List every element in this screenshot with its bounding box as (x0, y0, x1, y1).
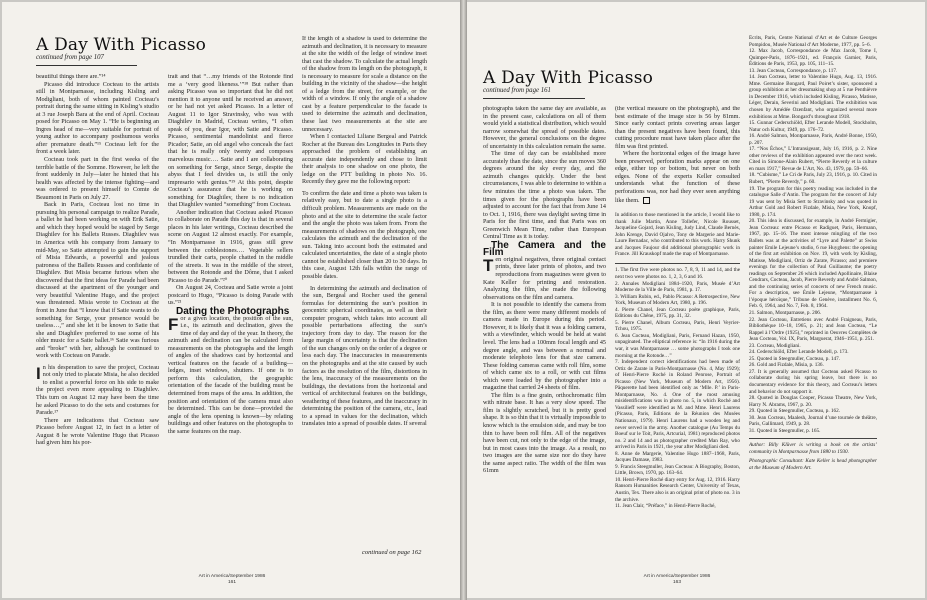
continued-on: continued on page 162 (362, 549, 422, 556)
footnote: 9. Francis Steegmuller, Jean Cocteau: A Biography, Boston, Little, Brown, 1970, pp. 163–64. (615, 463, 740, 477)
paragraph (483, 257, 606, 302)
footnote: 29. Quoted in Steegmuller, Cocteau, p. 162. (749, 408, 840, 415)
text-column-2 (168, 74, 293, 564)
title-rule (483, 98, 585, 99)
paragraph-text: n his desperation to save the project, Cocteau not only tried to placate Misia, he also decided to enlist a powerful force on his side to make the project even more appealing to Diaghilev. This turn on August 12 may have been the time he asked Picasso to do the sets and costumes for Parade.¹⁷ (36, 364, 159, 417)
paragraph: Picasso did introduce Cocteau to the artists still in Montparnasse, including Kisling and Modigliani, both of whom painted Cocteau’s portrait during the same sitting in Kisling’s studio at 3 rue Joseph Bara at the end of April. Cocteau posed for Picasso on May 1. “He is beginning an Ingres head of me—very suitable for portrait of young author to accompany posthumous works after premature death.”¹⁵ Cocteau left for the front a week later. (36, 81, 159, 156)
text-column-1 (36, 74, 159, 574)
section-heading: Dating the Photographs (176, 305, 290, 317)
text-column-1 (483, 106, 606, 582)
text-column-2 (615, 106, 740, 582)
paragraph: To confirm the date and time a photo was taken is relatively easy, but to date a single photo is a difficult problem. Measurements are made on the photo and at the site to determine the scale factor and the angle the photo was taken from. From the measurements of shadows on the photograph, one calculates the azimuth and the declination of the sun. Taking into account both the estimated and calculated uncertainties, the date of a single photo cannot be established closer than 20 to 30 days. In this case, August 12th falls within the range of possible dates. (302, 190, 427, 280)
paragraph: On August 24, Cocteau and Satie wrote a joint postcard to Hugo, “Picasso is doing Parade with us.”²¹ (168, 285, 293, 307)
footnote: 7. Independent correct identifications had been made of Ortiz de Zarate in Paris-Montparnasse (No. 4, May 1929); of Henri-Pierre Roché in Roland Penrose, Portrait of Picasso (New York, Museum of Modern Art, 1956). Pâquerette had been identified only as ‘Mlle. P.’ in Paris-Montparnasse, No. 4. One of the most amusing misidentifications was in photo no. 5, in which Roché and Vassilieff were identified as M. and Mme. Henri Laurens (Picasso, Paris, Editions de la Réunion des Musées Nationaux, 1979). Henri Laurens had a wooden leg and never served in the army. Another catalogue (Au Temps du Boeuf sur le Toit, Paris, Artcurial, 1981) reproduced photos no. 2 and 14 and as photographer credited Man Ray, who arrived in Paris in 1921, the year after Modigliani died. (615, 359, 740, 451)
paragraph (36, 365, 159, 418)
notes-column (749, 35, 877, 577)
article-title: A Day With Picasso (36, 35, 207, 55)
footnote: 19. The program for this poetry reading was included in the catalogue Salle d’Antin. The program for the concert of July 19 was sent by Misia Sert to Stravinsky and was quoted in Arthur Gold and Robert Fizdale, Misia, New York, Knopf, 1980, p. 174. (749, 185, 877, 218)
end-mark-icon (643, 197, 650, 204)
continued-from: continued from page 161 (483, 87, 551, 94)
paragraph-text: or a given location, the position of the sun, i.e., its azimuth and declination, gives the time of day and day of the year. In theory, the azimuth and declination can be calculated from measurements on the photographs and the length of angles of the shadows cast by horizontal and vertical features on the facade of a building—ledges, inset windows, shutters. If one is to perform this calculation, the geographic orientation of the facade of the building must be determined from maps of the area. In addition, the position and orientation of the camera must also be determined. This can be done—provided the angle of the lens opening is known—by relating buildings and other features on the photographs to the same features on the map. (168, 315, 293, 435)
footnote: 31. Quoted in Steegmuller, p. 165. (749, 427, 821, 434)
article-title: A Day With Picasso (483, 68, 654, 88)
paragraph: In determining the azimuth and declination of the sun, Bergeal and Rocher used the general formulas for determining the sun’s position in geocentric spherical coordinates, as well as their computer program, which takes into account all possible perturbations affecting the sun’s trajectory from day to day. The reason for the large margin of uncertainty is that the declination of the sun changes only on the order of a degree or less each day. The inaccuracies in measurements on the photographs and at the site caused by such factors as the resolution of the film, distortions in the lens, inaccuracy of the measurements on the buildings, the deviations from the horizontal and vertical of architectural features on the buildings, weathering of these features, and the inaccuracy in determining the position of the camera, etc., lead to a spread in values for the declination, which translates into a spread of possible dates. If several (302, 285, 427, 428)
paragraph: Back in Paris, Cocteau lost no time in pursuing his personal campaign to realize Parade, a ballet he had been working on with Erik Satie, and which they hoped would be staged by Serge Diaghilev for his Ballets Russes. Diaghilev was in America with his company from January to mid-May, so Satie attempted to gain the support of Misia Edwards, a powerful and jealous patroness of the Ballets Russes and confidante of Diaghilev. But Misia became furious when she discovered that the first ideas for Parade had been discussed at the apartment of the younger and very beautiful Valentine Hugo, and the project was threatened. Misia wrote to Cocteau at the front in June that “I know that if Satie wants to do something for Serge, your presence would be useless…,” and she let it be known to Satie that she and Diaghilev preferred to use some of his older music for a Satie ballet.¹⁶ Satie was furious and “broke” with her, although he continued to work with Cocteau on Parade. (36, 202, 159, 360)
footnote: 28. Quoted in Douglas Cooper, Picasso Theatre, New York, Harry N. Abrams, 1967, p. 20. (749, 395, 877, 408)
footnote: 10. Henri-Pierre Roché diary entry for Aug. 12, 1916. Harry Ransom Humanities Research Center, University of Texas, Austin, Tex. There also is an original print of photo no. 3 in the archive. (615, 476, 740, 503)
paragraph: The film is a fine grain, orthochromatic film with nitrate base. It has a very slow speed. The film is slightly scratched, but it is pretty good shape. It is so thin that it is virtually impossible to know which is the emulsion side, and may be too thin to have been roll film. All of the negatives have been cut, not only to the edge of the image, but in most cases into the image. As a result, no two images are the same size nor do they have the same aspect ratio. The width of the film was 61mm (483, 392, 606, 475)
page-number: 163 (672, 580, 681, 585)
footnote: 16. André Salmon, Montparnasse, Paris, André Bonne, 1950, p. 207. (749, 133, 877, 146)
paragraph: It is not possible to identify the camera from the film, as there were many different models of camera made in Europe during this period. However, it is likely that it was a folding camera, with a viewfinder, which would be held at waist level. The lens had a 100mm focal length and 45 degree angle, and was between a normal and moderate telephoto lens for that size camera. These folding cameras came with roll film, some of which came six to a roll, or with cut films which were loaded by the photographer into a magazine that carried 24 sheets of film. (483, 302, 606, 392)
credit-divider (749, 438, 877, 439)
continued-from: continued from page 107 (36, 54, 104, 61)
paragraph: Where the horizontal edges of the image have been preserved, perforation marks appear on one edge, either top or bottom, but never on both edges. None of the experts Keller consulted understands what the function of these perforations was, nor had they ever seen anything like them. (615, 151, 740, 204)
footnote: 13. Jean Cocteau, Correspondance, p. 117. (749, 67, 838, 74)
left-page (2, 2, 460, 598)
footnote: 30. Jean Cocteau, Maalesh, Journal d’une tournée de théâtre, Paris, Gallimard, 1949, p. 28. (749, 414, 877, 428)
paragraph: trait and that “…my friends of the Rotonde find me a ‘very good likeness.’”¹⁸ But rather than asking Picasso was so important that he did not mention it to anyone until he received an answer, or he had not yet asked Picasso. In a letter of August 11 to Igor Stravinsky, who was with Diaghilev in Madrid, Cocteau writes, “I often speak of you, dear Igor, with Satie and Picasso. Picasso, sentimental mandolinist and fierce Picador; Satie, an old angel who conceals the fact that he is really only twenty and composes marvelous music…. Satie and I are collaborating on something for Serge, since Serge, despite the abyss that I feel divides us, is still the only impresario with genius.”¹⁹ At this point, despite Cocteau’s assurance that he is working on something for Diaghilev, there is no indication that Diaghilev wanted “something” from Cocteau. (168, 74, 293, 209)
paragraph: If the length of a shadow is used to determine the azimuth and declination, it is necessary to measure at the site the width of the ledge of window inset that cast the shadow. To calculate the actual length of the shadow from its length on the photograph, it is necessary to measure for scale a distance on the building in the vicinity of the shadow—the height of a ledge from the street, for example, or the width of a window. If only the angle of a shadow cast by a feature perpendicular to the facade is used to determine the azimuth and declination, these last two measurements at the site are unnecessary. (302, 36, 427, 133)
footnote: 20. This idea is discussed, for example, in André Fermigier, Jean Cocteau: entre Picasso et Radiguet, Paris, Hermann, 1967, pp. 15–16. The most intense mingling of the two Ballets was at the activities of “Lyre and Palette” at Swiss painter Emile Lejeune’s studio, 6 rue Huyghens: the opening of the first art exhibition on Nov. 19, with work by Kisling, Matisse, Modigliani, Ortiz de Zarate, Picasso; and premiere evenings for the collection of Paul Guillaume; the poetry readings on September 26 which included Apollinaire, Blaise Cendrars, Cocteau, Jacob, Pierre Reverdy and André Salmon, and the continuing series of concerts of new French music. For a description, see Émile Lejeune, “Montparnasse à l’époque héroïque,” Tribune de Genève, installment No. 6, Feb. 6, 1964, and No. 7, Feb. 8, 1964. (749, 218, 877, 310)
paragraph: The time of day can be established more accurately than the date, since the sun moves 360 degrees around the sky every day, and the azimuth changes quickly. Under the best circumstances, I was able to determine to within a few minutes the time a photo was taken. The times given for the photographs have been adjusted to account for the fact that from June 14 to Oct. 1, 1916, there was daylight saving time in Paris for the first time, and that Paris was on Greenwich Mean Time, rather than European Central Time as it is today. (483, 151, 606, 241)
footnote: 12. Max Jacob, Correspondance de Max Jacob, Tome I, Quimper-Paris, 1876–1921, ed. François Garnier, Paris, Éditions de Paris, 1953, pp. 105, 111–15. (749, 48, 877, 68)
footnote: 1. The first five were photos no. 7, 8, 9, 11 and 14, and the next two were photos no. 1, 2, 3, 6 and 16. (615, 267, 740, 280)
book-gutter (460, 0, 467, 600)
page-number: 161 (227, 580, 236, 585)
paragraph: There are indications that Cocteau saw Picasso before August 12, in fact in a letter of August 8 he wrote Valentine Hugo that Picasso had given him his por- (36, 417, 159, 447)
drop-cap: T (483, 255, 494, 275)
right-page (467, 2, 925, 598)
footnote: 27. It is generally assumed that Cocteau asked Picasso to collaborate during his spring leave, but there is no documentary evidence for this theory, and Cocteau’s letters and behavior do not support it. (749, 368, 877, 395)
paragraph: (the vertical measure on the photograph), and the best estimate of the image size is 56 by 81mm. Since early contact prints covering areas larger than the present negatives have been found, this cutting procedure must have taken place after the film was first printed. (615, 106, 740, 150)
footnote: 21. Salmon, Montparnasse, p. 206. (749, 309, 822, 316)
photo-credit: Photographic Consultant: Kate Keller is head photographer at the Museum of Modern Art. (749, 458, 877, 471)
text-column-3 (302, 36, 427, 546)
footnote: 14. Jean Cocteau, letter to Valentine Hugo, Aug. 13, 1916. Mme. Germaine Bongard, Paul Poiret’s sister, sponsored a group exhibition at her dressmaking shop at 5 rue Penthièvre in December 1916, which included Kisling, Picasso, Matisse, Léger, Derain, Severini and Modigliani. The exhibition was chosen by Amédée Ozenfant, who organized several more exhibitions at Mme. Bongard’s throughout 1918. (749, 74, 877, 120)
footnote: 24. Cederschiöld, Efter Lerande Modell, p. 173. (749, 349, 849, 356)
paragraph: When I contacted Liliane Bergeal and Patrick Rocher at the Bureau des Longitudes in Paris they approached the problem of establishing an accurate date independently and chose to limit their analysis to one shadow on one photo, the ledge on the PTT building in photo No. 16. Recently they gave me the following report: (302, 134, 427, 186)
page-footer (627, 574, 727, 586)
paragraph-text: en original negatives, three original contact prints, three later prints of photos, and two reproductions from magazines were given to Kate Keller for printing and restoration. Analyzing the film, she made the following observations on the film and camera. (483, 256, 606, 301)
drop-cap: F (168, 314, 179, 334)
title-rule (36, 65, 137, 66)
footnote: Écrits, Paris, Centre National d’Art et de Culture Georges Pompidou, Musée National d’Art Moderne, 1977, pp. 5–6. (749, 35, 877, 48)
paragraph: beautiful things there are.”¹⁴ (36, 74, 106, 80)
paragraph: photographs taken the same day are available, as in the present case, calculations on all of them would yield a statistical distribution, which would narrow somewhat the spread of possible dates. However, the general conclusions on the degree of uncertainty in this calculation remain the same. (483, 106, 606, 150)
section-heading: The Camera and the Film (483, 239, 606, 259)
paragraph (168, 316, 293, 437)
footnote: 25. Quoted in Steegmuller, Cocteau, p. 147. (749, 355, 840, 362)
footnote: 18. “Cubisme,” Le Cri de Paris, July 23, 1916, p. 10. Cited in Rubert, “Pierre Reverdy,” p. 60. (749, 172, 877, 186)
author-note: Author: Billy Klüver is writing a book on the artists’ community in Montparnasse from 1880 to 1930. (749, 441, 877, 455)
footnote: 22. Jean Cocteau, Entretiens avec André Fraigneau, Paris, Bibliothèque 10–18, 1965, p. 21; and Jean Cocteau, “Le Rappel à l’Ordre (1925),” reprinted in Oeuvres Complètes de Jean Cocteau, Vol. IX, Paris, Marguerat, 1946–1951, p. 251. (749, 316, 877, 343)
footnote: 3. William Rubin, ed., Pablo Picasso: A Retrospective, New York, Museum of Modern Art, 1980, p. 196. (615, 293, 740, 307)
paragraph: Cocteau took part in the first weeks of the terrible battle of the Somme. However, he left the front suddenly in July—later he hinted that his health was affected by the intense fighting—and was ordered to present himself to Comte de Beaumont in Paris on July 27. (36, 157, 159, 201)
footer-publication: Art in America/September 1986 (198, 574, 266, 579)
footnote: 26. Gold and Fizdale, Misia, p. 136. (749, 362, 824, 369)
footnote: 5. Pierre Chanel, Album Cocteau, Paris, Henri Veyrier-Tchou, 1975. (615, 319, 740, 333)
footnote: 6. Jean Cocteau, Modigliani, Paris, Fernand Hazan, 1950, unpaginated. The elliptical reference is: “In 1916 during the war, it was Montparnasse … some photographs I took one morning at the Rotonde…” (615, 332, 740, 359)
footnote: 17. “Nos Échos,” L’Intransigeant, July 16, 1916, p. 2. Nine other reviews of the exhibition appeared over the next week. Cited in Simone-Alain Rubert, “Pierre Reverdy et la culture en mars 1917,” Revue de L’Art, No. 43, 1979, pp. 59–66. (749, 146, 877, 172)
page-footer (182, 574, 282, 586)
footnote: 4. Pierre Chanel, Jean Cocteau poète graphique, Paris, Editions du Chêne, 1975, pp. 31, 32. (615, 306, 740, 320)
footer-publication: Art in America/September 1986 (643, 574, 711, 579)
footnote: 8. Anne de Margerie, Valentine Hugo 1887–1968, Paris, Jacques Damase, 1983. (615, 450, 740, 464)
notes-divider (615, 263, 740, 264)
drop-cap: I (36, 363, 41, 383)
footnote: 2. Annales Modigliani 1884–1920, Paris, Musée d’Art Moderne de la Ville de Paris, 1981, p. 17. (615, 280, 740, 294)
footnote: 23. Cocteau, Modigliani. (749, 342, 801, 349)
paragraph: Another indication that Cocteau asked Picasso to collaborate on Parade this day is that in several places in his later writings, Cocteau described the scene on August 12 almost exactly. For example, “In Montparnasse in 1916, grass still grew between the cobblestones…. Vegetable sellers trundled their carts, people chatted in the middle of the streets. It was in the middle of the street, between the Rotonde and the Dôme, that I asked Picasso to do Parade.”²⁰ (168, 209, 293, 284)
footnote: 11. Jean Clair, “Préface,” in Henri-Pierre Roché, (615, 503, 716, 510)
footnote: 15. Gunnar Cederschiöld, Efter Lerande Modell, Stockholm, Natur och Kultur, 1949, pp. 176–72. (749, 120, 877, 133)
acknowledgment: In addition to those mentioned in the article, I would like to thank Julie Martin, Anne Tollefer, Nicole Rousset, Jacqueline Gojard, Jean Kisling, Judy Lind, Claude Bernès, John Krenge, David Ojalvo, Tony de Margerie and Marie-Laure Bernadac, who contributed to this work. Harry Shunk and Jacques Faujour did additional photographic work in France. Jill Krauskopf made the map of Montparnasse. (615, 212, 740, 258)
footnotes (615, 267, 740, 509)
